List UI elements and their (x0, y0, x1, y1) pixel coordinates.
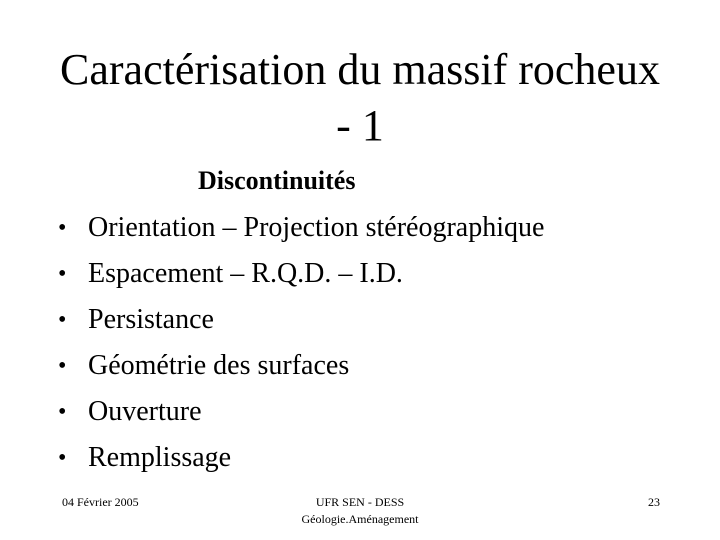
footer-affiliation-line2: Géologie.Aménagement (301, 512, 419, 526)
bullet-text: Remplissage (88, 442, 232, 473)
bullet-text: Espacement – R.Q.D. – I.D. (88, 258, 403, 289)
footer-affiliation (250, 494, 470, 528)
page-number: 23 (648, 495, 660, 509)
slide-title (36, 42, 684, 154)
bullet-dot-icon: • (58, 307, 67, 333)
bullet-text: Orientation – Projection stéréographique (88, 212, 545, 243)
bullet-text: Persistance (88, 304, 214, 335)
slide-subtitle: Discontinuités (198, 166, 356, 195)
bullet-text: Géométrie des surfaces (88, 350, 350, 381)
slide-title-line2: - 1 (336, 101, 384, 150)
footer-affiliation-line1: UFR SEN - DESS (315, 495, 405, 509)
slide-title-line1: Caractérisation du massif rocheux (60, 45, 660, 94)
bullet-dot-icon: • (58, 215, 67, 241)
bullet-dot-icon: • (58, 261, 67, 287)
footer-date: 04 Février 2005 (62, 495, 139, 509)
bullet-dot-icon: • (58, 353, 67, 379)
bullet-text: Ouverture (88, 396, 202, 427)
bullet-dot-icon: • (58, 399, 67, 425)
bullet-dot-icon: • (58, 445, 67, 471)
